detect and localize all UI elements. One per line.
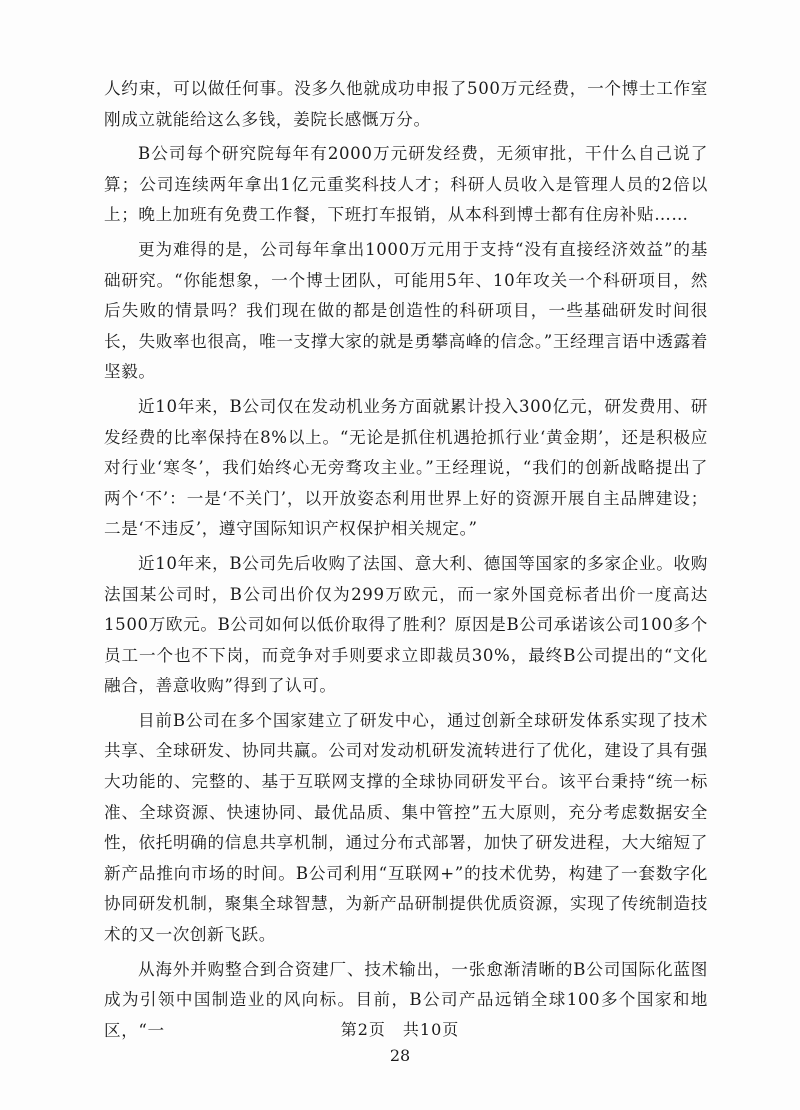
paragraph-3: 更为难得的是，公司每年拿出1000万元用于支持“没有直接经济效益”的基础研究。“你能想象，一个博士团队，可能用5年、10年攻关一个科研项目，然后失败的情景吗？我们现在做的都是创造性的科研项目，一些基础研发时间很长，失败率也很高，唯一支撑大家的就是勇攀高峰的信念。”王经理言语中透露着坚毅。: [104, 239, 708, 382]
paragraph-2: B公司每个研究院每年有2000万元研发经费，无须审批，干什么自己说了算；公司连续两年拿出1亿元重奖科技人才；科研人员收入是管理人员的2倍以上；晚上加班有免费工作餐，下班打车报销，从本科到博士都有住房补贴……: [104, 144, 708, 225]
page-number: 28: [389, 1046, 411, 1065]
page-indicator: 第2页 共10页: [340, 1020, 460, 1039]
paragraph-7: 从海外并购整合到合资建厂、技术输出，一张愈渐清晰的B公司国际化蓝图成为引领中国制造业的风向标。目前，B公司产品远销全球100多个国家和地区，“一: [104, 959, 708, 1040]
paragraph-6: 目前B公司在多个国家建立了研发中心，通过创新全球研发体系实现了技术共享、全球研发、协同共赢。公司对发动机研发流转进行了优化，建设了具有强大功能的、完整的、基于互联网支撑的全球协同研发平台。该平台秉持“统一标准、全球资源、快速协同、最优品质、集中管控”五大原则，充分考虑数据安全性，依托明确的信息共享机制，通过分布式部署，加快了研发进程，大大缩短了新产品推向市场的时间。B公司利用“互联网+”的技术优势，构建了一套数字化协同研发机制，聚集全球智慧，为新产品研制提供优质资源，实现了传统制造技术的又一次创新飞跃。: [104, 710, 708, 945]
paragraph-1: 人约束，可以做任何事。没多久他就成功申报了500万元经费，一个博士工作室刚成立就能给这么多钱，姜院长感慨万分。: [104, 79, 708, 129]
paragraph-5: 近10年来，B公司先后收购了法国、意大利、德国等国家的多家企业。收购法国某公司时，B公司出价仅为299万欧元，而一家外国竞标者出价一度高达1500万欧元。B公司如何以低价取得了胜利？原因是B公司承诺该公司100多个员工一个也不下岗，而竞争对手则要求立即裁员30%，最终B公司提出的“文化融合，善意收购”得到了认可。: [104, 553, 708, 696]
document-body: [104, 74, 708, 1050]
paragraph-4: 近10年来，B公司仅在发动机业务方面就累计投入300亿元，研发费用、研发经费的比率保持在8%以上。“无论是抓住机遇抢抓行业‘黄金期’，还是积极应对行业‘寒冬’，我们始终心无旁骛攻主业。”王经理说，“我们的创新战略提出了两个‘不’：一是‘不关门’，以开放姿态利用世界上好的资源开展自主品牌建设；二是‘不违反’，遵守国际知识产权保护相关规定。”: [104, 396, 708, 539]
